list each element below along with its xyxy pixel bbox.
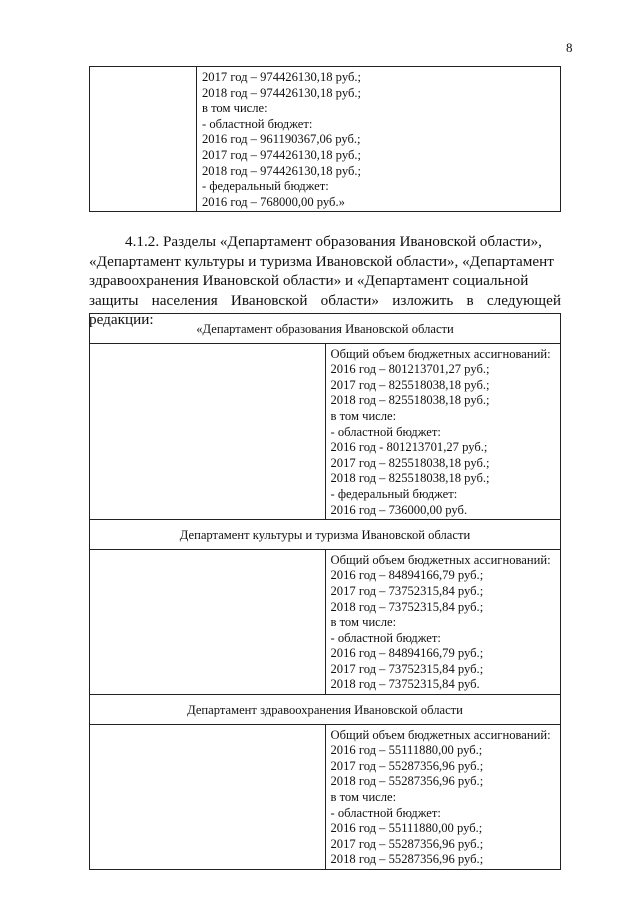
budget-line: 2016 год – 961190367,06 руб.;: [202, 132, 361, 147]
empty-label-cell: [90, 343, 326, 520]
budget-line: 2017 год – 73752315,84 руб.;: [330, 661, 484, 676]
section-header-row: [90, 314, 561, 344]
budget-line: - федеральный бюджет:: [202, 179, 329, 194]
budget-line: - областной бюджет:: [330, 424, 441, 439]
budget-line: в том числе:: [202, 101, 268, 116]
budget-line: 2018 год – 825518038,18 руб.;: [330, 393, 490, 408]
budget-line: 2018 год – 73752315,84 руб.;: [330, 599, 484, 614]
budget-line: 2016 год – 55111880,00 руб.;: [330, 821, 483, 836]
budget-line: 2017 год – 974426130,18 руб.;: [202, 70, 362, 84]
budget-line: - областной бюджет:: [330, 805, 441, 820]
budget-line: 2016 год – 84894166,79 руб.;: [330, 646, 484, 661]
budget-line: 2018 год – 55287356,96 руб.;: [330, 774, 484, 789]
budget-line: Общий объем бюджетных ассигнований:: [330, 552, 551, 567]
budget-line: 2016 год – 801213701,27 руб.;: [330, 362, 490, 377]
budget-details-cell: [325, 724, 561, 869]
section-header-education: «Департамент образования Ивановской области: [90, 314, 561, 344]
budget-line: 2016 год – 84894166,79 руб.;: [330, 568, 484, 583]
budget-line: 2017 год – 55287356,96 руб.;: [330, 836, 484, 851]
budget-line: в том числе:: [330, 408, 397, 423]
empty-label-cell: [90, 549, 326, 694]
empty-label-cell: [90, 67, 197, 212]
budget-details-cell: [325, 549, 561, 694]
table-row: [90, 549, 561, 694]
budget-line: в том числе:: [330, 615, 397, 630]
budget-line: 2016 год – 768000,00 руб.»: [202, 194, 345, 209]
budget-line: 2017 год – 974426130,18 руб.;: [202, 147, 362, 162]
budget-line: 2018 год – 55287356,96 руб.;: [330, 852, 484, 867]
budget-line: - областной бюджет:: [330, 630, 441, 645]
budget-details-cell: [197, 67, 561, 212]
budget-line: 2017 год – 825518038,18 руб.;: [330, 455, 490, 470]
budget-line: Общий объем бюджетных ассигнований:: [330, 346, 551, 361]
empty-label-cell: [90, 724, 326, 869]
section-header-row: [90, 520, 561, 550]
budget-line: 2017 год – 55287356,96 руб.;: [330, 758, 484, 773]
budget-line: - областной бюджет:: [202, 116, 313, 131]
section-header-row: [90, 695, 561, 725]
budget-line: 2017 год – 825518038,18 руб.;: [330, 377, 490, 392]
budget-line: Общий объем бюджетных ассигнований:: [330, 727, 551, 742]
table-row: [90, 67, 561, 212]
budget-table-continued: [89, 66, 561, 212]
budget-line: в том числе:: [330, 790, 397, 805]
budget-line: 2016 год – 55111880,00 руб.;: [330, 743, 483, 758]
page-number: 8: [566, 40, 573, 55]
section-header-culture: Департамент культуры и туризма Ивановской области: [90, 520, 561, 550]
table-row: [90, 343, 561, 520]
budget-line: 2017 год – 73752315,84 руб.;: [330, 583, 484, 598]
paragraph-line: 4.1.2. Разделы «Департамент образования Ивановской области»,: [125, 233, 542, 250]
budget-details-cell: [325, 343, 561, 520]
budget-line: - федеральный бюджет:: [330, 486, 458, 501]
budget-line: 2018 год – 825518038,18 руб.;: [330, 471, 490, 486]
paragraph-line: защиты населения Ивановской области» изложить в следующей редакции:: [89, 291, 561, 328]
paragraph-line: здравоохранения Ивановской области» и «Департамент социальной: [89, 272, 529, 289]
budget-line: 2016 год - 801213701,27 руб.;: [330, 440, 488, 455]
department-budget-table: [89, 313, 561, 870]
budget-line: 2016 год – 736000,00 руб.: [330, 502, 468, 517]
paragraph-line: «Департамент культуры и туризма Ивановской области», «Департамент: [89, 252, 554, 270]
budget-line: 2018 год – 974426130,18 руб.;: [202, 85, 362, 100]
budget-line: 2018 год – 974426130,18 руб.;: [202, 163, 362, 178]
section-header-health: Департамент здравоохранения Ивановской области: [90, 695, 561, 725]
budget-line: 2018 год – 73752315,84 руб.: [330, 677, 480, 692]
table-row: [90, 724, 561, 869]
